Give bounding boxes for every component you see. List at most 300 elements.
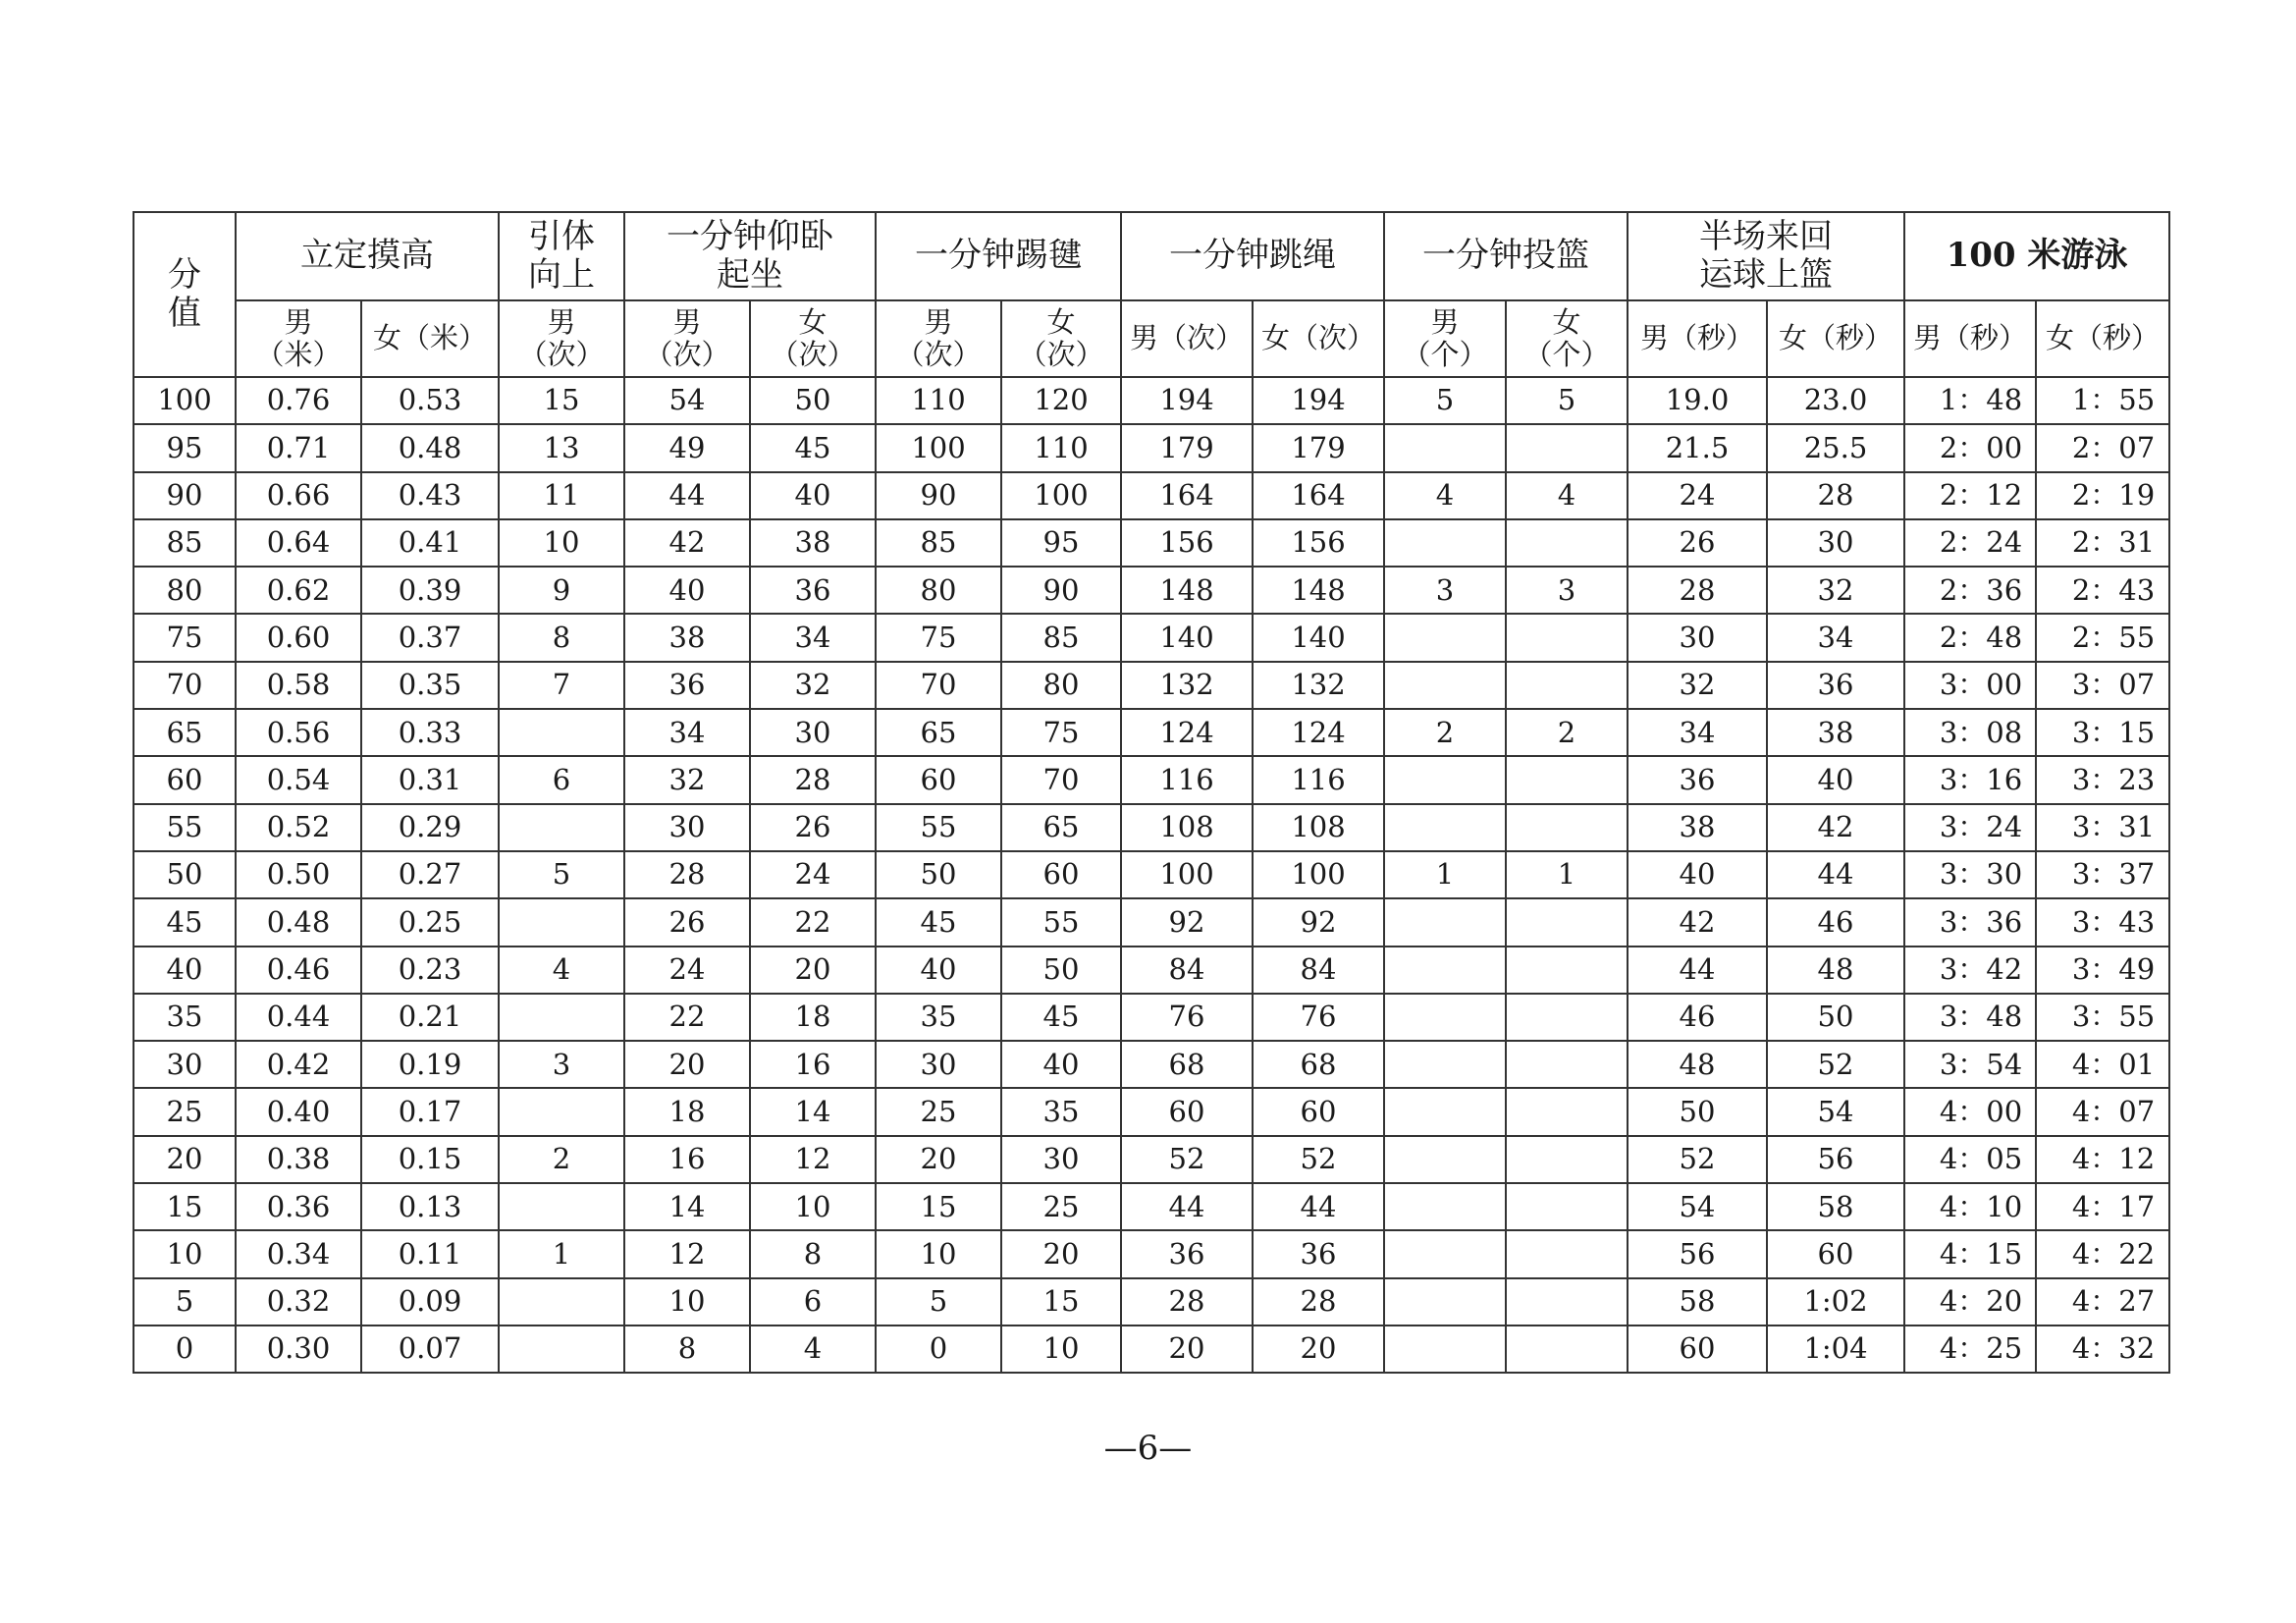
subheader-cell: 男 （个） bbox=[1384, 300, 1506, 377]
table-cell: 4：12 bbox=[2036, 1136, 2169, 1183]
table-cell bbox=[1384, 662, 1506, 709]
table-cell: 46 bbox=[1628, 994, 1767, 1041]
table-cell: 30 bbox=[876, 1041, 1001, 1088]
score-header: 分 值 bbox=[133, 212, 236, 377]
table-cell: 32 bbox=[750, 662, 876, 709]
table-cell bbox=[1506, 1088, 1628, 1135]
table-cell: 0.17 bbox=[361, 1088, 499, 1135]
table-row bbox=[133, 377, 2169, 424]
table-cell: 44 bbox=[1253, 1183, 1384, 1230]
score-cell: 50 bbox=[133, 851, 236, 898]
table-cell: 10 bbox=[876, 1230, 1001, 1277]
table-cell: 0.48 bbox=[236, 898, 361, 946]
table-cell: 0.33 bbox=[361, 709, 499, 756]
table-cell: 2：07 bbox=[2036, 424, 2169, 471]
table-cell: 20 bbox=[1253, 1325, 1384, 1373]
table-cell: 0.13 bbox=[361, 1183, 499, 1230]
table-cell bbox=[1506, 1278, 1628, 1325]
table-cell: 28 bbox=[750, 756, 876, 803]
table-cell: 0.76 bbox=[236, 377, 361, 424]
table-cell: 179 bbox=[1121, 424, 1253, 471]
table-cell: 60 bbox=[1767, 1230, 1904, 1277]
table-cell: 0.39 bbox=[361, 567, 499, 614]
table-cell bbox=[1506, 898, 1628, 946]
table-cell: 10 bbox=[624, 1278, 750, 1325]
table-cell: 110 bbox=[876, 377, 1001, 424]
table-cell: 52 bbox=[1253, 1136, 1384, 1183]
table-cell: 4：22 bbox=[2036, 1230, 2169, 1277]
table-cell: 3：30 bbox=[1904, 851, 2036, 898]
table-row bbox=[133, 1325, 2169, 1373]
table-row bbox=[133, 1183, 2169, 1230]
table-row bbox=[133, 947, 2169, 994]
table-cell bbox=[1384, 994, 1506, 1041]
subheader-cell: 女 （个） bbox=[1506, 300, 1628, 377]
table-cell: 164 bbox=[1121, 472, 1253, 519]
table-cell: 4：00 bbox=[1904, 1088, 2036, 1135]
table-cell: 25 bbox=[876, 1088, 1001, 1135]
table-cell: 38 bbox=[750, 519, 876, 567]
table-cell: 3：54 bbox=[1904, 1041, 2036, 1088]
table-cell: 0.21 bbox=[361, 994, 499, 1041]
table-cell: 44 bbox=[1628, 947, 1767, 994]
table-cell: 24 bbox=[750, 851, 876, 898]
table-cell: 45 bbox=[1001, 994, 1121, 1041]
table-cell: 110 bbox=[1001, 424, 1121, 471]
table-cell: 16 bbox=[750, 1041, 876, 1088]
table-cell: 0.09 bbox=[361, 1278, 499, 1325]
table-cell: 22 bbox=[624, 994, 750, 1041]
table-cell: 4：01 bbox=[2036, 1041, 2169, 1088]
table-cell: 0.29 bbox=[361, 804, 499, 851]
table-cell: 2：24 bbox=[1904, 519, 2036, 567]
table-cell: 12 bbox=[624, 1230, 750, 1277]
table-cell: 0.52 bbox=[236, 804, 361, 851]
table-cell: 18 bbox=[624, 1088, 750, 1135]
table-cell: 0.46 bbox=[236, 947, 361, 994]
table-row bbox=[133, 519, 2169, 567]
table-cell: 34 bbox=[1628, 709, 1767, 756]
table-cell: 3 bbox=[1506, 567, 1628, 614]
table-cell: 40 bbox=[750, 472, 876, 519]
table-cell: 36 bbox=[1767, 662, 1904, 709]
table-cell bbox=[1506, 994, 1628, 1041]
table-cell: 44 bbox=[1121, 1183, 1253, 1230]
table-cell: 6 bbox=[750, 1278, 876, 1325]
table-row bbox=[133, 472, 2169, 519]
table-cell: 28 bbox=[624, 851, 750, 898]
table-cell: 68 bbox=[1121, 1041, 1253, 1088]
situp-header: 一分钟仰卧 起坐 bbox=[624, 212, 876, 300]
table-cell: 36 bbox=[624, 662, 750, 709]
swim-header: 100 米游泳 bbox=[1904, 212, 2169, 300]
table-cell: 1 bbox=[499, 1230, 624, 1277]
score-cell: 10 bbox=[133, 1230, 236, 1277]
table-cell: 148 bbox=[1253, 567, 1384, 614]
table-cell bbox=[499, 709, 624, 756]
table-cell: 1 bbox=[1506, 851, 1628, 898]
table-cell: 50 bbox=[1767, 994, 1904, 1041]
table-cell: 140 bbox=[1253, 614, 1384, 661]
table-cell: 0.44 bbox=[236, 994, 361, 1041]
table-cell bbox=[1384, 614, 1506, 661]
table-row bbox=[133, 1136, 2169, 1183]
table-cell: 92 bbox=[1121, 898, 1253, 946]
table-cell: 3：37 bbox=[2036, 851, 2169, 898]
table-cell: 42 bbox=[624, 519, 750, 567]
shooting-header: 一分钟投篮 bbox=[1384, 212, 1628, 300]
table-cell: 52 bbox=[1767, 1041, 1904, 1088]
standing-reach-header: 立定摸高 bbox=[236, 212, 499, 300]
table-cell: 3：23 bbox=[2036, 756, 2169, 803]
table-cell: 5 bbox=[1384, 377, 1506, 424]
table-cell: 3：48 bbox=[1904, 994, 2036, 1041]
table-cell: 24 bbox=[624, 947, 750, 994]
table-cell: 11 bbox=[499, 472, 624, 519]
table-cell: 0 bbox=[876, 1325, 1001, 1373]
table-cell: 4：32 bbox=[2036, 1325, 2169, 1373]
table-cell bbox=[1506, 1230, 1628, 1277]
table-cell: 56 bbox=[1767, 1136, 1904, 1183]
table-cell: 124 bbox=[1253, 709, 1384, 756]
table-cell: 3：43 bbox=[2036, 898, 2169, 946]
table-cell bbox=[499, 1088, 624, 1135]
score-cell: 80 bbox=[133, 567, 236, 614]
table-cell bbox=[1384, 519, 1506, 567]
table-cell: 23.0 bbox=[1767, 377, 1904, 424]
table-cell: 100 bbox=[1121, 851, 1253, 898]
score-cell: 100 bbox=[133, 377, 236, 424]
table-cell: 4：10 bbox=[1904, 1183, 2036, 1230]
table-cell: 32 bbox=[624, 756, 750, 803]
table-cell bbox=[1506, 614, 1628, 661]
table-cell: 19.0 bbox=[1628, 377, 1767, 424]
table-cell: 55 bbox=[876, 804, 1001, 851]
table-row bbox=[133, 1041, 2169, 1088]
table-cell: 48 bbox=[1628, 1041, 1767, 1088]
table-cell: 179 bbox=[1253, 424, 1384, 471]
table-cell: 3：07 bbox=[2036, 662, 2169, 709]
table-cell: 0.53 bbox=[361, 377, 499, 424]
table-cell: 60 bbox=[1121, 1088, 1253, 1135]
table-cell: 30 bbox=[624, 804, 750, 851]
subheader-cell: 男 （次） bbox=[499, 300, 624, 377]
table-cell: 49 bbox=[624, 424, 750, 471]
subheader-cell: 男（秒） bbox=[1904, 300, 2036, 377]
table-row bbox=[133, 756, 2169, 803]
table-cell: 32 bbox=[1767, 567, 1904, 614]
table-body bbox=[133, 377, 2169, 1373]
table-cell: 0.27 bbox=[361, 851, 499, 898]
table-cell: 14 bbox=[624, 1183, 750, 1230]
table-cell: 60 bbox=[1628, 1325, 1767, 1373]
table-cell: 3：08 bbox=[1904, 709, 2036, 756]
table-cell: 4：15 bbox=[1904, 1230, 2036, 1277]
table-cell: 80 bbox=[876, 567, 1001, 614]
table-cell: 15 bbox=[876, 1183, 1001, 1230]
score-cell: 25 bbox=[133, 1088, 236, 1135]
table-cell: 68 bbox=[1253, 1041, 1384, 1088]
table-cell: 3：49 bbox=[2036, 947, 2169, 994]
subheader-cell: 女（秒） bbox=[2036, 300, 2169, 377]
table-row bbox=[133, 804, 2169, 851]
table-cell: 4：20 bbox=[1904, 1278, 2036, 1325]
table-cell: 0.07 bbox=[361, 1325, 499, 1373]
table-cell: 44 bbox=[624, 472, 750, 519]
table-cell: 0.34 bbox=[236, 1230, 361, 1277]
table-cell: 0.60 bbox=[236, 614, 361, 661]
table-cell: 5 bbox=[1506, 377, 1628, 424]
table-cell: 3：55 bbox=[2036, 994, 2169, 1041]
table-cell bbox=[1384, 947, 1506, 994]
table-cell: 3 bbox=[1384, 567, 1506, 614]
table-cell: 0.37 bbox=[361, 614, 499, 661]
score-table bbox=[133, 211, 2170, 1374]
table-cell: 50 bbox=[1001, 947, 1121, 994]
table-cell: 95 bbox=[1001, 519, 1121, 567]
table-cell: 48 bbox=[1767, 947, 1904, 994]
table-cell bbox=[1506, 662, 1628, 709]
table-cell: 56 bbox=[1628, 1230, 1767, 1277]
table-cell bbox=[499, 1278, 624, 1325]
table-cell: 0.35 bbox=[361, 662, 499, 709]
table-row bbox=[133, 1278, 2169, 1325]
table-cell: 28 bbox=[1767, 472, 1904, 519]
table-cell: 0.48 bbox=[361, 424, 499, 471]
table-cell: 2 bbox=[499, 1136, 624, 1183]
header-row bbox=[133, 212, 2169, 300]
table-cell: 1:02 bbox=[1767, 1278, 1904, 1325]
table-cell: 3：42 bbox=[1904, 947, 2036, 994]
table-cell: 0.25 bbox=[361, 898, 499, 946]
table-row bbox=[133, 709, 2169, 756]
table-cell: 28 bbox=[1253, 1278, 1384, 1325]
rope-skipping-header: 一分钟跳绳 bbox=[1121, 212, 1384, 300]
table-cell: 30 bbox=[1628, 614, 1767, 661]
subheader-cell: 男 （次） bbox=[624, 300, 750, 377]
table-cell: 2 bbox=[1384, 709, 1506, 756]
table-cell: 194 bbox=[1253, 377, 1384, 424]
table-cell: 8 bbox=[624, 1325, 750, 1373]
score-cell: 95 bbox=[133, 424, 236, 471]
table-cell: 20 bbox=[1001, 1230, 1121, 1277]
table-cell: 45 bbox=[750, 424, 876, 471]
table-cell: 50 bbox=[1628, 1088, 1767, 1135]
table-cell: 20 bbox=[1121, 1325, 1253, 1373]
table-cell bbox=[1506, 1041, 1628, 1088]
table-cell: 35 bbox=[876, 994, 1001, 1041]
subheader-cell: 女（次） bbox=[1253, 300, 1384, 377]
table-cell: 12 bbox=[750, 1136, 876, 1183]
table-cell: 2：55 bbox=[2036, 614, 2169, 661]
table-row bbox=[133, 898, 2169, 946]
table-cell: 25 bbox=[1001, 1183, 1121, 1230]
table-cell: 16 bbox=[624, 1136, 750, 1183]
table-cell: 84 bbox=[1253, 947, 1384, 994]
table-cell: 6 bbox=[499, 756, 624, 803]
table-cell: 140 bbox=[1121, 614, 1253, 661]
table-row bbox=[133, 1088, 2169, 1135]
table-cell: 52 bbox=[1628, 1136, 1767, 1183]
table-cell: 0.36 bbox=[236, 1183, 361, 1230]
table-cell: 0.30 bbox=[236, 1325, 361, 1373]
table-cell: 92 bbox=[1253, 898, 1384, 946]
table-cell: 3 bbox=[499, 1041, 624, 1088]
table-cell: 5 bbox=[876, 1278, 1001, 1325]
table-cell: 76 bbox=[1121, 994, 1253, 1041]
table-cell: 60 bbox=[1253, 1088, 1384, 1135]
table-cell: 0.54 bbox=[236, 756, 361, 803]
table-cell: 18 bbox=[750, 994, 876, 1041]
table-cell bbox=[1506, 947, 1628, 994]
table-cell: 38 bbox=[1628, 804, 1767, 851]
table-cell: 60 bbox=[1001, 851, 1121, 898]
table-cell: 3：36 bbox=[1904, 898, 2036, 946]
table-cell: 2：48 bbox=[1904, 614, 2036, 661]
table-cell: 54 bbox=[1767, 1088, 1904, 1135]
table-row bbox=[133, 662, 2169, 709]
table-cell: 2：12 bbox=[1904, 472, 2036, 519]
score-cell: 85 bbox=[133, 519, 236, 567]
table-cell: 116 bbox=[1253, 756, 1384, 803]
table-cell: 0.43 bbox=[361, 472, 499, 519]
table-cell: 60 bbox=[876, 756, 1001, 803]
table-cell: 35 bbox=[1001, 1088, 1121, 1135]
table-cell: 100 bbox=[876, 424, 1001, 471]
table-cell bbox=[499, 1183, 624, 1230]
table-cell bbox=[499, 994, 624, 1041]
table-cell: 108 bbox=[1121, 804, 1253, 851]
table-cell: 2：31 bbox=[2036, 519, 2169, 567]
table-cell: 58 bbox=[1628, 1278, 1767, 1325]
table-cell: 0.66 bbox=[236, 472, 361, 519]
table-cell: 2：00 bbox=[1904, 424, 2036, 471]
subheader-cell: 男（次） bbox=[1121, 300, 1253, 377]
table-cell: 0.42 bbox=[236, 1041, 361, 1088]
subheader-cell: 男 （次） bbox=[876, 300, 1001, 377]
table-cell: 30 bbox=[750, 709, 876, 756]
table-cell bbox=[1384, 1325, 1506, 1373]
table-cell: 2：19 bbox=[2036, 472, 2169, 519]
table-cell: 194 bbox=[1121, 377, 1253, 424]
table-cell: 34 bbox=[750, 614, 876, 661]
table-cell: 0.58 bbox=[236, 662, 361, 709]
table-cell: 2：43 bbox=[2036, 567, 2169, 614]
score-cell: 70 bbox=[133, 662, 236, 709]
table-cell: 4 bbox=[1384, 472, 1506, 519]
subheader-row bbox=[133, 300, 2169, 377]
subheader-cell: 女（米） bbox=[361, 300, 499, 377]
table-cell: 3：24 bbox=[1904, 804, 2036, 851]
table-cell: 26 bbox=[750, 804, 876, 851]
table-cell: 50 bbox=[750, 377, 876, 424]
table-cell: 164 bbox=[1253, 472, 1384, 519]
table-cell: 36 bbox=[1121, 1230, 1253, 1277]
table-cell: 0.40 bbox=[236, 1088, 361, 1135]
table-cell bbox=[1384, 898, 1506, 946]
table-cell: 0.56 bbox=[236, 709, 361, 756]
table-cell: 52 bbox=[1121, 1136, 1253, 1183]
table-cell: 9 bbox=[499, 567, 624, 614]
table-cell: 34 bbox=[624, 709, 750, 756]
table-cell: 148 bbox=[1121, 567, 1253, 614]
table-cell: 45 bbox=[876, 898, 1001, 946]
table-cell: 0.15 bbox=[361, 1136, 499, 1183]
table-cell: 0.31 bbox=[361, 756, 499, 803]
score-cell: 30 bbox=[133, 1041, 236, 1088]
table-cell: 0.64 bbox=[236, 519, 361, 567]
score-cell: 45 bbox=[133, 898, 236, 946]
table-cell bbox=[499, 804, 624, 851]
table-row bbox=[133, 994, 2169, 1041]
score-cell: 60 bbox=[133, 756, 236, 803]
table-cell: 2 bbox=[1506, 709, 1628, 756]
score-cell: 40 bbox=[133, 947, 236, 994]
table-cell: 10 bbox=[499, 519, 624, 567]
table-cell: 28 bbox=[1121, 1278, 1253, 1325]
table-cell: 54 bbox=[1628, 1183, 1767, 1230]
table-cell: 70 bbox=[876, 662, 1001, 709]
table-cell: 14 bbox=[750, 1088, 876, 1135]
table-cell: 84 bbox=[1121, 947, 1253, 994]
table-cell bbox=[1384, 756, 1506, 803]
subheader-cell: 男（秒） bbox=[1628, 300, 1767, 377]
table-cell: 100 bbox=[1253, 851, 1384, 898]
table-cell: 100 bbox=[1001, 472, 1121, 519]
table-cell: 7 bbox=[499, 662, 624, 709]
table-cell: 0.19 bbox=[361, 1041, 499, 1088]
table-cell: 10 bbox=[750, 1183, 876, 1230]
table-cell: 3：31 bbox=[2036, 804, 2169, 851]
table-cell bbox=[1506, 804, 1628, 851]
table-cell bbox=[1384, 1088, 1506, 1135]
table-cell: 32 bbox=[1628, 662, 1767, 709]
table-cell: 156 bbox=[1253, 519, 1384, 567]
table-cell: 28 bbox=[1628, 567, 1767, 614]
score-cell: 20 bbox=[133, 1136, 236, 1183]
table-cell: 4 bbox=[499, 947, 624, 994]
table-cell bbox=[1506, 1136, 1628, 1183]
table-cell: 20 bbox=[876, 1136, 1001, 1183]
score-cell: 35 bbox=[133, 994, 236, 1041]
table-cell: 132 bbox=[1253, 662, 1384, 709]
table-cell: 15 bbox=[1001, 1278, 1121, 1325]
table-cell: 124 bbox=[1121, 709, 1253, 756]
subheader-cell: 女 （次） bbox=[750, 300, 876, 377]
table-cell: 1:04 bbox=[1767, 1325, 1904, 1373]
table-cell: 26 bbox=[624, 898, 750, 946]
table-cell: 3：00 bbox=[1904, 662, 2036, 709]
table-cell bbox=[1506, 519, 1628, 567]
table-cell: 20 bbox=[624, 1041, 750, 1088]
table-cell: 22 bbox=[750, 898, 876, 946]
table-cell: 108 bbox=[1253, 804, 1384, 851]
table-cell: 40 bbox=[1001, 1041, 1121, 1088]
table-cell: 3：15 bbox=[2036, 709, 2169, 756]
subheader-cell: 女 （次） bbox=[1001, 300, 1121, 377]
table-cell: 120 bbox=[1001, 377, 1121, 424]
table-row bbox=[133, 1230, 2169, 1277]
table-cell: 116 bbox=[1121, 756, 1253, 803]
table-cell bbox=[1506, 424, 1628, 471]
table-cell: 25.5 bbox=[1767, 424, 1904, 471]
table-cell: 4：17 bbox=[2036, 1183, 2169, 1230]
table-cell: 65 bbox=[876, 709, 1001, 756]
table-cell: 4 bbox=[750, 1325, 876, 1373]
subheader-cell: 男 （米） bbox=[236, 300, 361, 377]
shuttlecock-header: 一分钟踢毽 bbox=[876, 212, 1121, 300]
score-cell: 65 bbox=[133, 709, 236, 756]
